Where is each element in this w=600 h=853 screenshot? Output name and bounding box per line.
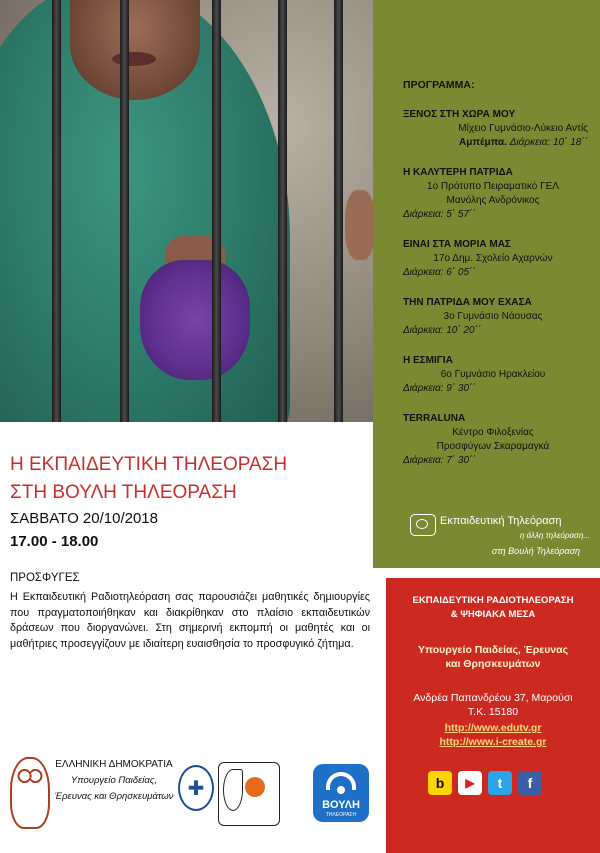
address [386,691,600,719]
programme-item-duration: Διάρκεια: 10΄ 20΄΄ [403,325,482,336]
programme-item-title: ΞΕΝΟΣ ΣΤΗ ΧΩΡΑ ΜΟΥ [403,109,516,120]
org-name [386,594,600,622]
social-icons [428,771,542,795]
crest-icon: ✚ [178,765,214,811]
org-name-line2: & ΨΗΦΙΑΚΑ ΜΕΣΑ [450,609,536,620]
vouli-sub: ΤΗΛΕΟΡΑΣΗ [325,812,357,818]
description-text: Η Εκπαιδευτική Ραδιοτηλεόραση σας παρουσιάζει μαθητικές δημιουργίες που πραγματοποιήθηκαν και διακρίθηκαν στο πλαίσιο εκπαιδευτικών δράσεων που διοργανώνει. Στη σημερινή εκπομπή οι μαθητές και οι μαθήτριες προσεγγίζουν με ιδιαίτερη ευαισθησία το προσφυγικό ζήτημα. [10,591,370,650]
ministry-line1: Υπουργείο Παιδείας, Έρευνας [417,644,569,656]
programme-item-school: Μίχειο Γυμνάσιο-Λύκειο Αντίς [458,123,588,134]
headline-line2: ΣΤΗ ΒΟΥΛΗ ΤΗΛΕΟΡΑΣΗ [10,482,237,503]
programme-item-school2: Αμπέμπα. [459,137,507,148]
icreate-logo [218,762,280,826]
owl-icon [10,757,50,829]
ministry-name [386,643,600,671]
vouli-name: ΒΟΥΛΗ [322,799,360,811]
programme-item-duration: Διάρκεια: 7΄ 30΄΄ [403,455,476,466]
address-line2: Τ.Κ. 15180 [467,706,519,718]
programme-heading: ΠΡΟΓΡΑΜΜΑ: [403,79,475,91]
programme-item-school2: Μανόλης Ανδρόνικος [446,195,540,206]
youtube-icon[interactable]: ▶ [458,771,482,795]
edutv-slogan: η άλλη τηλεόραση... [519,531,590,540]
address-line1: Ανδρέα Παπανδρέου 37, Μαρούσι [413,692,573,704]
programme-item-title: Η ΕΣΜΙΓΙΑ [403,355,453,366]
vouli-tv-logo [313,764,369,822]
broadcast-hours: 17.00 - 18.00 [10,533,99,550]
broadcast-date: ΣΑΒΒΑΤΟ 20/10/2018 [10,510,158,527]
edutv-where: στη Βουλή Τηλεόραση [491,546,580,556]
bucket-icon[interactable]: b [428,771,452,795]
republic-label: ΕΛΛΗΝΙΚΗ ΔΗΜΟΚΡΑΤΙΑ [55,759,173,770]
headline [10,451,287,507]
programme-item [398,412,588,468]
programme-item-title: ΤΗΝ ΠΑΤΡΙΔΑ ΜΟΥ ΕΧΑΣΑ [403,297,532,308]
links [386,721,600,749]
ministry-logo-text [54,757,174,805]
programme-list [398,78,588,484]
programme-item [398,296,588,338]
programme-item-title: Η ΚΑΛΥΤΕΡΗ ΠΑΤΡΙΔΑ [403,167,513,178]
programme-item-school2: Προσφύγων Σκαραμαγκά [436,441,550,452]
programme-item-title: ΕΙΝΑΙ ΣΤΑ ΜΟΡΙΑ ΜΑΣ [403,239,511,250]
programme-item [398,166,588,222]
programme-item-duration: Διάρκεια: 10΄ 18΄΄ [509,137,588,148]
icreate-link[interactable]: http://www.i-create.gr [439,736,547,748]
twitter-icon[interactable]: t [488,771,512,795]
edutv-name: Εκπαιδευτική Τηλεόραση [440,515,562,527]
ministry-label-a: Υπουργείο Παιδείας, [70,775,158,786]
edutv-logo [410,512,590,558]
headline-line1: Η ΕΚΠΑΙΔΕΥΤΙΚΗ ΤΗΛΕΟΡΑΣΗ [10,454,288,475]
facebook-icon[interactable]: f [518,771,542,795]
programme-item [398,238,588,280]
programme-item-school: 6ο Γυμνάσιο Ηρακλείου [440,369,546,380]
tv-icon [410,514,436,536]
programme-item-duration: Διάρκεια: 5΄ 57΄΄ [403,209,476,220]
programme-item [398,108,588,150]
ministry-line2: και Θρησκευμάτων [445,658,541,670]
ministry-label-b: Έρευνας και Θρησκευμάτων [54,791,174,802]
programme-item-school: Κέντρο Φιλοξενίας [452,427,534,438]
topic-label: ΠΡΟΣΦΥΓΕΣ [10,572,80,584]
programme-item-school: 17ο Δημ. Σχολείο Αχαρνών [433,253,553,264]
programme-item [398,354,588,396]
programme-item-duration: Διάρκεια: 6΄ 05΄΄ [403,267,476,278]
edutv-link[interactable]: http://www.edutv.gr [444,722,542,734]
programme-item-school: 3ο Γυμνάσιο Νάουσας [443,311,543,322]
broadcast-time [10,507,158,553]
programme-item-duration: Διάρκεια: 9΄ 30΄΄ [403,383,476,394]
programme-item-school: 1ο Πρότυπο Πειραματικό ΓΕΛ [427,181,559,192]
programme-item-title: TERRALUNA [403,413,466,424]
org-name-line1: ΕΚΠΑΙΔΕΥΤΙΚΗ ΡΑΔΙΟΤΗΛΕΟΡΑΣΗ [412,595,574,606]
contact-panel [386,578,600,853]
hero-photo [0,0,373,422]
ministry-logo [10,757,210,827]
